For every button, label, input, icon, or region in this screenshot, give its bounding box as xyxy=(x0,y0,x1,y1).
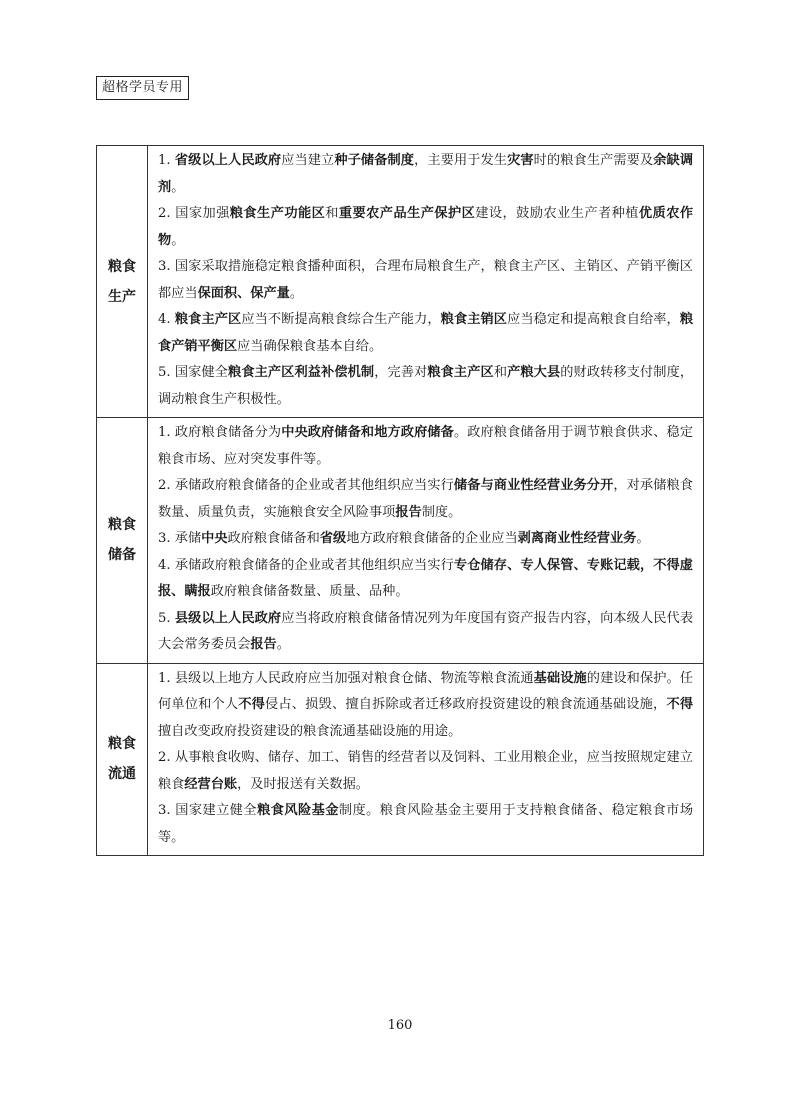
emphasis-text: 基础设施 xyxy=(533,670,587,686)
exclusive-label: 超格学员专用 xyxy=(96,76,189,100)
provision-text: 2. 国家加强 xyxy=(158,206,230,221)
provisions-cell xyxy=(148,418,704,664)
category-cell xyxy=(97,418,148,664)
provision-text: 应当确保粮食基本自给。 xyxy=(237,338,383,354)
provision-text: 擅自改变政府投资建设的粮食流通基础设施的用途。 xyxy=(158,723,462,739)
category-label: 流通 xyxy=(108,766,136,783)
emphasis-text: 粮食产销平衡区 xyxy=(158,312,694,354)
provision-item xyxy=(158,553,693,606)
provision-text: 建设，鼓励农业生产者种植 xyxy=(475,206,639,221)
emphasis-text: 省级以上人民政府 xyxy=(174,153,282,168)
emphasis-text: 县级以上人民政府 xyxy=(174,610,282,626)
emphasis-text: 粮食生产功能区 xyxy=(229,206,326,221)
provision-text: 的建设和保护。任何单位和个人 xyxy=(158,670,693,712)
provision-item xyxy=(158,798,693,851)
emphasis-text: 中央政府储备和地方政府储备 xyxy=(281,425,454,440)
provision-item xyxy=(158,360,693,413)
table-row xyxy=(97,418,704,664)
provision-text: 政府粮食储备和 xyxy=(227,531,320,546)
provision-text: 应当不断提高粮食综合生产能力， xyxy=(241,312,441,327)
emphasis-text: 粮食风险基金 xyxy=(257,803,339,818)
provision-text: 4. 承储政府粮食储备的企业或者其他组织应当实行 xyxy=(158,557,454,573)
provision-text: 3. 国家建立健全 xyxy=(158,803,258,818)
provision-item xyxy=(158,148,693,201)
emphasis-text: 粮食主产区 xyxy=(427,365,494,380)
emphasis-text: 中央 xyxy=(201,531,228,546)
provision-text: 应当建立 xyxy=(281,153,335,168)
emphasis-text: 粮食主产区利益补偿机制 xyxy=(228,365,375,380)
emphasis-text: 专仓储存、专人保管、专账记载，不得虚报、瞒报 xyxy=(158,557,693,599)
provision-text: 应当将政府粮食储备情况列为年度国有资产报告内容，向本级人民代表大会常务委员会 xyxy=(158,610,694,652)
provision-text: 1. xyxy=(158,153,175,168)
provision-text: 5. 国家健全 xyxy=(158,365,229,380)
emphasis-text: 不得 xyxy=(666,697,694,712)
provision-text: 和 xyxy=(325,206,339,221)
emphasis-text: 储备与商业性经营业务分开 xyxy=(453,478,614,493)
provision-item xyxy=(158,254,693,307)
provision-item xyxy=(158,473,693,526)
category-cell xyxy=(97,146,148,418)
provision-text: ，及时报送有关数据。 xyxy=(237,776,369,792)
emphasis-text: 优质农作物 xyxy=(158,206,694,248)
provision-text: 时的粮食生产需要及 xyxy=(533,153,654,168)
provision-text: ，对承储粮食数量、质量负责，实施粮食安全风险事项 xyxy=(158,478,694,520)
provision-text: 2. 承储政府粮食储备的企业或者其他组织应当实行 xyxy=(158,478,454,493)
provision-text: 的财政转移支付制度，调动粮食生产积极性。 xyxy=(158,365,694,407)
content-table xyxy=(96,145,704,856)
provision-text: ，完善对 xyxy=(374,365,428,380)
emphasis-text: 种子储备制度 xyxy=(334,153,415,168)
table-row xyxy=(97,663,704,856)
provision-text: 2. 从事粮食收购、储存、加工、销售的经营者以及饲料、工业用粮企业，应当按照规定建立粮食 xyxy=(158,750,693,792)
provision-item xyxy=(158,307,693,360)
category-label: 粮食 xyxy=(108,258,136,275)
category-label: 粮食 xyxy=(108,736,136,753)
emphasis-text: 粮食主销区 xyxy=(440,312,508,327)
provision-item xyxy=(158,526,693,553)
page-number: 160 xyxy=(387,1018,413,1033)
provision-text: 1. 政府粮食储备分为 xyxy=(158,425,282,440)
provision-text: 制度。 xyxy=(421,504,462,520)
provision-text: 政府粮食储备数量、质量、品种。 xyxy=(210,584,409,599)
emphasis-text: 不得 xyxy=(238,697,266,712)
provision-item xyxy=(158,745,693,798)
emphasis-text: 余缺调剂 xyxy=(158,153,694,195)
provision-text: 。 xyxy=(171,179,185,195)
table-row xyxy=(97,146,704,418)
provision-text: 。 xyxy=(289,285,304,301)
category-cell xyxy=(97,663,148,856)
provision-item xyxy=(158,420,693,473)
provision-text: 应当稳定和提高粮食自给率， xyxy=(507,312,680,327)
emphasis-text: 粮食主产区 xyxy=(174,312,242,327)
emphasis-text: 产粮大县 xyxy=(507,365,561,380)
emphasis-text: 省级 xyxy=(319,531,347,546)
provisions-cell xyxy=(148,663,704,856)
emphasis-text: 报告 xyxy=(395,504,422,520)
emphasis-text: 保面积、保产量 xyxy=(197,285,290,301)
provision-text: 制度。粮食风险基金主要用于支持粮食储备、稳定粮食市场等。 xyxy=(158,803,694,845)
emphasis-text: 灾害 xyxy=(507,153,534,168)
provision-text: ，主要用于发生 xyxy=(414,153,508,168)
emphasis-text: 报告 xyxy=(250,637,277,652)
provision-text: 1. 县级以上地方人民政府应当加强对粮食仓储、物流等粮食流通 xyxy=(158,670,534,686)
provision-text: 3. 承储 xyxy=(158,531,202,546)
provision-text: 侵占、损毁、擅自拆除或者迁移政府投资建设的粮食流通基础设施， xyxy=(265,697,667,712)
provision-text: 。 xyxy=(276,637,290,652)
provision-text: 。 xyxy=(636,531,650,546)
provision-text: 和 xyxy=(493,365,508,380)
category-label: 粮食 xyxy=(108,517,136,534)
provisions-cell xyxy=(148,146,704,418)
provision-text: 。政府粮食储备用于调节粮食供求、稳定粮食市场、应对突发事件等。 xyxy=(158,425,694,467)
category-label: 生产 xyxy=(108,288,136,305)
provision-text: 5. xyxy=(158,610,175,626)
provision-item xyxy=(158,201,693,254)
provision-text: 3. 国家采取措施稳定粮食播种面积，合理布局粮食生产，粮食主产区、主销区、产销平衡区都应当 xyxy=(158,259,693,301)
provision-item xyxy=(158,606,693,659)
emphasis-text: 剥离商业性经营业务 xyxy=(517,531,637,546)
provision-item xyxy=(158,666,693,746)
emphasis-text: 重要农产品生产保护区 xyxy=(338,206,476,221)
category-label: 储备 xyxy=(108,547,136,564)
provision-text: 地方政府粮食储备的企业应当 xyxy=(346,531,518,546)
emphasis-text: 经营台账 xyxy=(184,776,238,792)
provision-text: 4. xyxy=(158,312,175,327)
provision-text: 。 xyxy=(171,232,185,248)
table-body xyxy=(97,146,704,856)
